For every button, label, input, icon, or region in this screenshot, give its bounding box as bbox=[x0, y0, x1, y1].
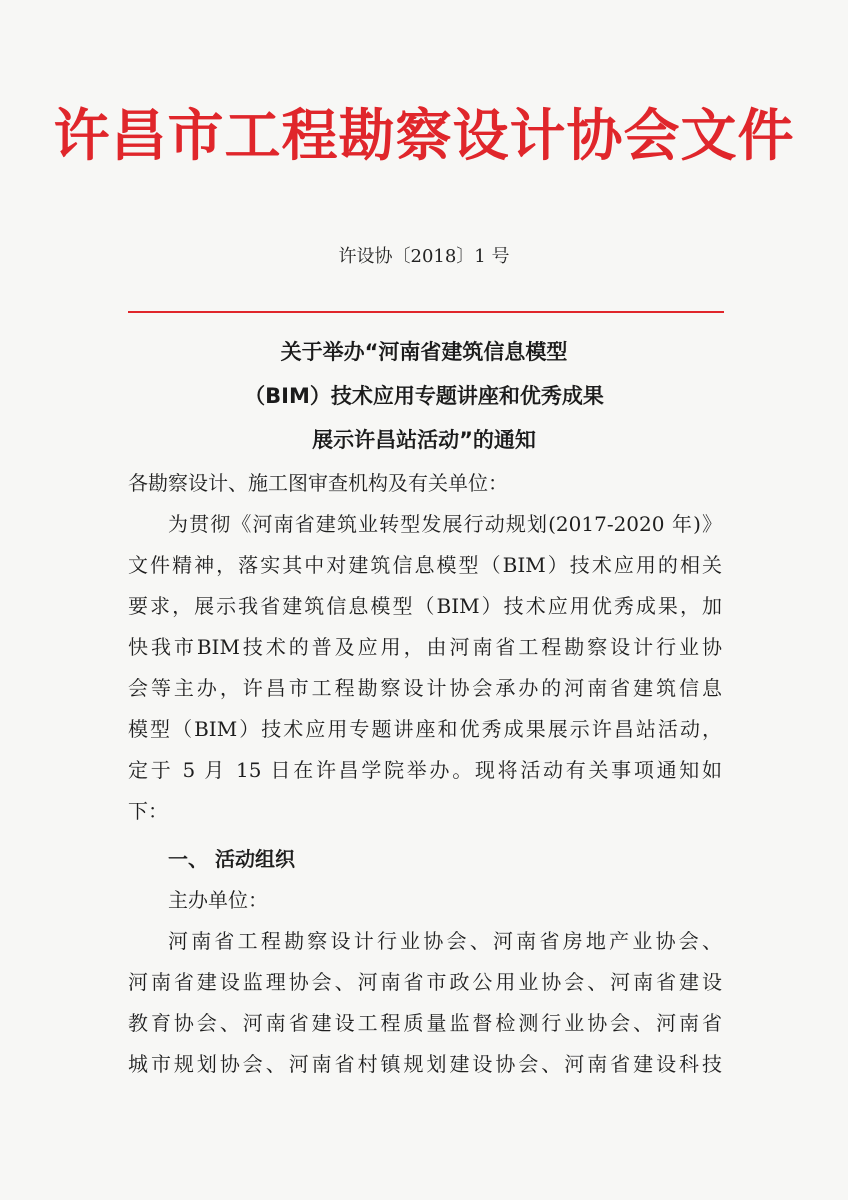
org-header-title: 许昌市工程勘察设计协会文件 bbox=[53, 104, 795, 169]
notice-title-line: 关于举办“河南省建筑信息模型 bbox=[280, 340, 568, 364]
paragraph-line: 为贯彻《河南省建筑业转型发展行动规划(2017-2020 年)》 bbox=[168, 512, 722, 536]
section-heading: 一、 活动组织 bbox=[168, 847, 295, 871]
organizer-line: 教育协会、河南省建设工程质量监督检测行业协会、河南省 bbox=[128, 1011, 722, 1035]
paragraph-line: 要求，展示我省建筑信息模型（BIM）技术应用优秀成果，加 bbox=[128, 594, 722, 618]
paragraph-line: 快我市BIM技术的普及应用，由河南省工程勘察设计行业协 bbox=[128, 635, 722, 659]
paragraph-line: 定于 5 月 15 日在许昌学院举办。现将活动有关事项通知如 bbox=[128, 758, 722, 782]
notice-title-line: （BIM）技术应用专题讲座和优秀成果 bbox=[244, 384, 604, 408]
header-divider bbox=[128, 311, 724, 313]
notice-title-line: 展示许昌站活动”的通知 bbox=[312, 428, 536, 452]
document-number: 许设协〔2018〕1 号 bbox=[338, 246, 510, 267]
paragraph-line: 会等主办，许昌市工程勘察设计协会承办的河南省建筑信息 bbox=[128, 676, 722, 700]
organizer-line: 河南省建设监理协会、河南省市政公用业协会、河南省建设 bbox=[128, 970, 722, 994]
paragraph-line: 文件精神，落实其中对建筑信息模型（BIM）技术应用的相关 bbox=[128, 553, 722, 577]
notice-title bbox=[0, 330, 848, 462]
salutation: 各勘察设计、施工图审查机构及有关单位： bbox=[128, 471, 508, 495]
paragraph-line: 模型（BIM）技术应用专题讲座和优秀成果展示许昌站活动， bbox=[128, 717, 722, 741]
paragraph-line: 下： bbox=[128, 799, 168, 823]
organizers-label: 主办单位： bbox=[168, 888, 268, 912]
organizer-line: 城市规划协会、河南省村镇规划建设协会、河南省建设科技 bbox=[128, 1052, 722, 1076]
organizer-line: 河南省工程勘察设计行业协会、河南省房地产业协会、 bbox=[168, 929, 722, 953]
notice-body bbox=[128, 463, 722, 1085]
